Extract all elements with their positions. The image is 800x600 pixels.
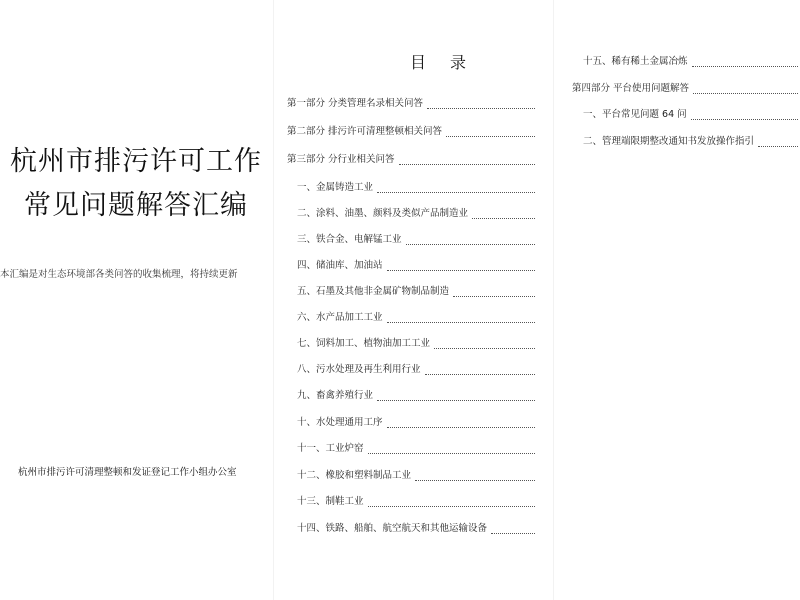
toc-left-item-leader <box>387 313 535 323</box>
cover-office: 杭州市排污许可清理整顿和发证登记工作小组办公室 <box>18 467 237 478</box>
toc-left-item-label: 三、铁合金、电解锰工业 <box>297 234 402 245</box>
toc-left-item-leader <box>377 391 535 401</box>
toc-left-item-label: 六、水产品加工工业 <box>297 312 383 323</box>
toc-right-item-label: 二、管理端限期整改通知书发放操作指引 <box>583 136 755 147</box>
toc-left-item-leader <box>446 127 535 137</box>
toc-right-item-leader <box>692 57 798 67</box>
toc-left-item-leader <box>415 471 535 481</box>
toc-right-item-label: 一、平台常见问题 64 问 <box>583 109 687 120</box>
toc-left-item-label: 十、水处理通用工序 <box>297 417 383 428</box>
toc-left-item <box>297 179 535 193</box>
toc-left-item-leader <box>427 99 535 109</box>
toc-left-item <box>297 520 535 534</box>
toc-left-item-leader <box>491 524 535 534</box>
toc-left-item <box>297 309 535 323</box>
toc-left-item <box>297 231 535 245</box>
cover-title-line1: 杭州市排污许可工作 <box>10 146 262 177</box>
toc-left-item-label: 五、石墨及其他非金属矿物制品制造 <box>297 286 450 297</box>
toc-left-item-leader <box>368 497 535 507</box>
toc-left-item-leader <box>472 209 535 219</box>
toc-left-item-label: 二、涂料、油墨、颜料及类似产品制造业 <box>297 208 469 219</box>
toc-right-item-label: 第四部分 平台使用问题解答 <box>572 83 690 94</box>
toc-left-item <box>297 493 535 507</box>
toc-left-item-leader <box>425 365 535 375</box>
toc-left-item-label: 八、污水处理及再生利用行业 <box>297 364 421 375</box>
toc-left-item-leader <box>434 339 535 349</box>
toc-right-item-leader <box>758 137 798 147</box>
toc-left-item-leader <box>406 235 535 245</box>
toc-left-item-leader <box>387 261 535 271</box>
toc-left-item <box>297 440 535 454</box>
toc-left-item-label: 十三、制鞋工业 <box>297 496 364 507</box>
toc-left-item <box>297 467 535 481</box>
toc-right-item <box>583 133 798 147</box>
toc-left-item-label: 九、畜禽养殖行业 <box>297 390 374 401</box>
toc-left-item <box>297 283 535 297</box>
toc-left-item <box>287 151 535 165</box>
toc-left-item-leader <box>399 155 535 165</box>
toc-left-item-label: 一、金属铸造工业 <box>297 182 374 193</box>
toc-left-item <box>287 123 535 137</box>
toc-left-item <box>297 335 535 349</box>
toc-right-item-leader <box>693 84 798 94</box>
toc-left-item <box>287 95 535 109</box>
toc-left-item <box>297 257 535 271</box>
toc-left-item <box>297 387 535 401</box>
toc-left-item-label: 四、储油库、加油站 <box>297 260 383 271</box>
toc-left-item <box>297 205 535 219</box>
toc-left-item <box>297 361 535 375</box>
cover-note: 本汇编是对生态环境部各类问答的收集梳理，将持续更新 <box>0 269 238 280</box>
toc-left-item-label: 十一、工业炉窑 <box>297 443 364 454</box>
toc-left-item-label: 十四、铁路、船舶、航空航天和其他运输设备 <box>297 523 488 534</box>
toc-left-item-label: 第一部分 分类管理名录相关问答 <box>287 98 424 109</box>
toc-right-item-leader <box>691 110 798 120</box>
toc-left-item <box>297 414 535 428</box>
toc-right-item-label: 十五、稀有稀土金属冶炼 <box>583 56 688 67</box>
cover-title-line2: 常见问题解答汇编 <box>24 190 248 221</box>
toc-right-item <box>583 53 798 67</box>
toc-right-item <box>572 80 798 94</box>
toc-left-item-leader <box>453 287 535 297</box>
toc-left-item-label: 七、饲料加工、植物油加工工业 <box>297 338 431 349</box>
toc-left-item-leader <box>387 418 535 428</box>
toc-left-item-leader <box>368 444 535 454</box>
toc-left-item-leader <box>377 183 535 193</box>
toc-left-item-label: 第三部分 分行业相关问答 <box>287 154 395 165</box>
toc-left-item-label: 第二部分 排污许可清理整顿相关问答 <box>287 126 443 137</box>
toc-left-item-label: 十二、橡胶和塑料制品工业 <box>297 470 412 481</box>
toc-heading: 目录 <box>410 53 491 72</box>
toc-right-item <box>583 106 798 120</box>
